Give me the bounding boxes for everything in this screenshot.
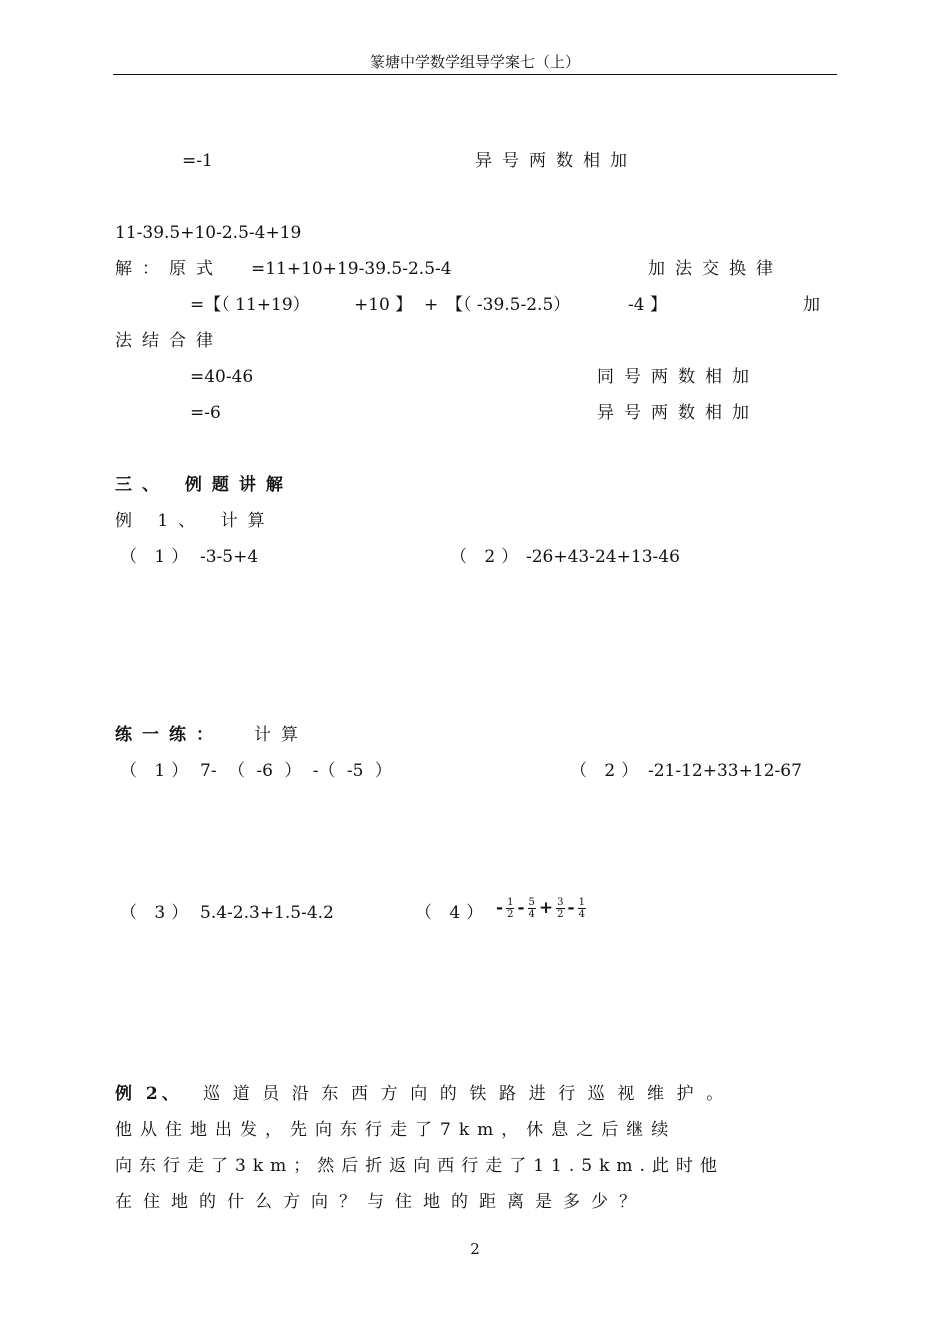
practice-q3: 5.4-2.3+1.5-4.2 xyxy=(200,903,334,923)
q4-numerator-4: 1 xyxy=(578,897,585,908)
example-1-label: 例 1、 计算 xyxy=(115,511,275,531)
practice-q4-label: （ 4） xyxy=(415,903,490,923)
header-divider xyxy=(113,74,837,75)
solution-step-2a: =【（ 11+19） xyxy=(190,295,310,315)
example-1-q1-label: （ 1） xyxy=(120,547,195,567)
practice-subtitle: 计算 xyxy=(254,725,308,745)
practice-q2: -21-12+33+12-67 xyxy=(648,761,802,781)
result-note: 异号两数相加 xyxy=(475,151,637,171)
section-title: 三、 例题讲解 xyxy=(115,475,293,495)
note-commutative-law: 加法交换律 xyxy=(648,259,783,279)
q4-fraction-3 xyxy=(556,897,564,920)
example-1-q1: -3-5+4 xyxy=(200,547,259,567)
example-1-q2-label: （ 2） xyxy=(450,547,525,567)
practice-q3-label: （ 3） xyxy=(120,903,195,923)
example-2-label: 例 2、 xyxy=(115,1084,183,1104)
q4-numerator-1: 1 xyxy=(507,897,514,908)
practice-q4-expression xyxy=(495,897,588,920)
note-same-sign: 同号两数相加 xyxy=(597,367,759,387)
solution-step-2b: +10 】 xyxy=(354,295,413,315)
practice-title: 练一练： xyxy=(115,725,223,745)
solution-step-4: =-6 xyxy=(190,403,221,423)
practice-q1: 7- （ -6 ） -（ -5 ） xyxy=(200,761,392,781)
note-diff-sign: 异号两数相加 xyxy=(597,403,759,423)
q4-sign-4: - xyxy=(567,898,575,918)
solution-step-2d: -4 】 xyxy=(628,295,667,315)
example-2-line-4: 在住地的什么方向？与住地的距离是多少？ xyxy=(115,1192,647,1212)
page-header: 篆塘中学数学组导学案七（上） xyxy=(369,53,580,71)
page-number: 2 xyxy=(470,1240,480,1258)
q4-numerator-3: 3 xyxy=(557,897,564,908)
q4-numerator-2: 5 xyxy=(528,897,535,908)
q4-fraction-1 xyxy=(506,897,514,920)
solution-step-2c: 【（ -39.5-2.5） xyxy=(446,295,571,315)
example-2-line-2: 他从住地出发，先向东行走了7km，休息之后继续 xyxy=(115,1120,677,1140)
q4-fraction-4 xyxy=(578,897,586,920)
q4-denominator-4: 4 xyxy=(578,909,585,920)
solution-step-1: =11+10+19-39.5-2.5-4 xyxy=(251,259,452,279)
q4-denominator-3: 2 xyxy=(557,909,564,920)
practice-q2-label: （ 2） xyxy=(570,761,645,781)
note-associative-law-start: 加 xyxy=(803,295,820,315)
solution-step-2-plus: + xyxy=(424,295,439,315)
q4-denominator-1: 2 xyxy=(507,909,514,920)
note-associative-law-end: 法结合律 xyxy=(115,331,223,351)
practice-q1-label: （ 1） xyxy=(120,761,195,781)
solution-prefix: 解：原式 xyxy=(115,259,223,279)
problem-expression: 11-39.5+10-2.5-4+19 xyxy=(115,223,302,243)
result-line: =-1 xyxy=(182,151,213,171)
q4-sign-2: - xyxy=(517,898,525,918)
example-2-line-3: 向东行走了3km；然后折返向西行走了11.5km.此时他 xyxy=(115,1156,724,1176)
q4-sign-1: - xyxy=(496,898,504,918)
example-1-q2: -26+43-24+13-46 xyxy=(526,547,680,567)
q4-sign-3: + xyxy=(538,898,554,918)
solution-step-3: =40-46 xyxy=(190,367,254,387)
example-2-line-1: 巡道员沿东西方向的铁路进行巡视维护。 xyxy=(203,1084,736,1104)
q4-denominator-2: 4 xyxy=(528,909,535,920)
q4-fraction-2 xyxy=(528,897,536,920)
